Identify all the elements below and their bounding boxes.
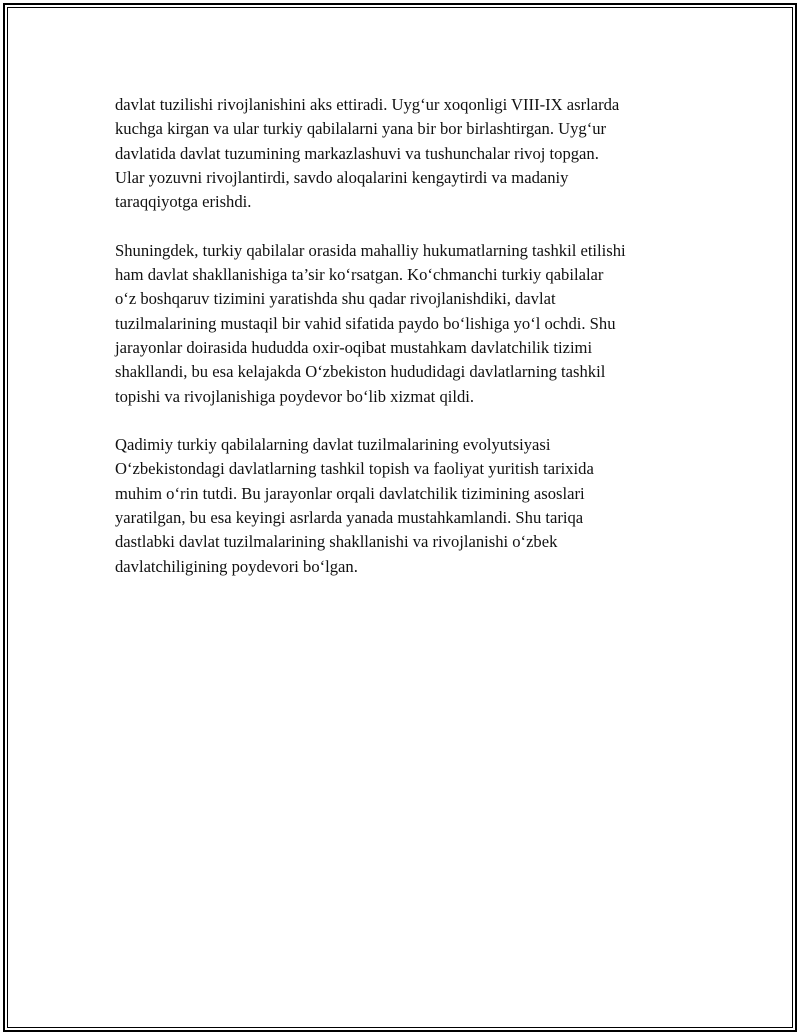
text-line: o‘z boshqaruv tizimini yaratishda shu qadar rivojlanishdiki, davlat: [115, 289, 556, 309]
text-line: Shuningdek, turkiy qabilalar orasida mahalliy hukumatlarning tashkil etilishi: [115, 240, 626, 260]
text-line: kuchga kirgan va ular turkiy qabilalarni yana bir bor birlashtirgan. Uyg‘ur: [115, 119, 607, 139]
text-line: Ular yozuvni rivojlantirdi, savdo aloqalarini kengaytirdi va madaniy: [115, 167, 569, 187]
text-line: topishi va rivojlanishiga poydevor bo‘lib xizmat qildi.: [115, 386, 475, 406]
text-line: davlatida davlat tuzumining markazlashuvi va tushunchalar rivoj topgan.: [115, 143, 599, 163]
text-line: ham davlat shakllanishiga ta’sir ko‘rsatgan. Ko‘chmanchi turkiy qabilalar: [115, 265, 604, 285]
text-line: shakllandi, bu esa kelajakda O‘zbekiston hududidagi davlatlarning tashkil: [115, 362, 606, 382]
text-line: jarayonlar doirasida hududda oxir-oqibat mustahkam davlatchilik tizimi: [115, 337, 593, 357]
paragraph-evolution-conclusion: [115, 433, 695, 579]
text-line: yaratilgan, bu esa keyingi asrlarda yanada mustahkamlandi. Shu tariqa: [115, 508, 584, 528]
text-line: taraqqiyotga erishdi.: [115, 192, 252, 212]
paragraph-local-governments: [115, 239, 695, 409]
paragraph-uyghur-khaganate: [115, 93, 695, 214]
text-line: davlat tuzilishi rivojlanishini aks ettiradi. Uyg‘ur xoqonligi VIII-IX asrlarda: [115, 95, 620, 114]
text-line: tuzilmalarining mustaqil bir vahid sifatida paydo bo‘lishiga yo‘l ochdi. Shu: [115, 313, 616, 333]
text-line: Qadimiy turkiy qabilalarning davlat tuzilmalarining evolyutsiyasi: [115, 435, 551, 455]
text-line: O‘zbekistondagi davlatlarning tashkil topish va faoliyat yuritish tarixida: [115, 459, 594, 479]
text-line: muhim o‘rin tutdi. Bu jarayonlar orqali davlatchilik tizimining asoslari: [115, 483, 585, 503]
text-line: dastlabki davlat tuzilmalarining shakllanishi va rivojlanishi o‘zbek: [115, 532, 558, 552]
text-line: davlatchiligining poydevori bo‘lgan.: [115, 556, 358, 576]
document-body: [115, 93, 695, 603]
